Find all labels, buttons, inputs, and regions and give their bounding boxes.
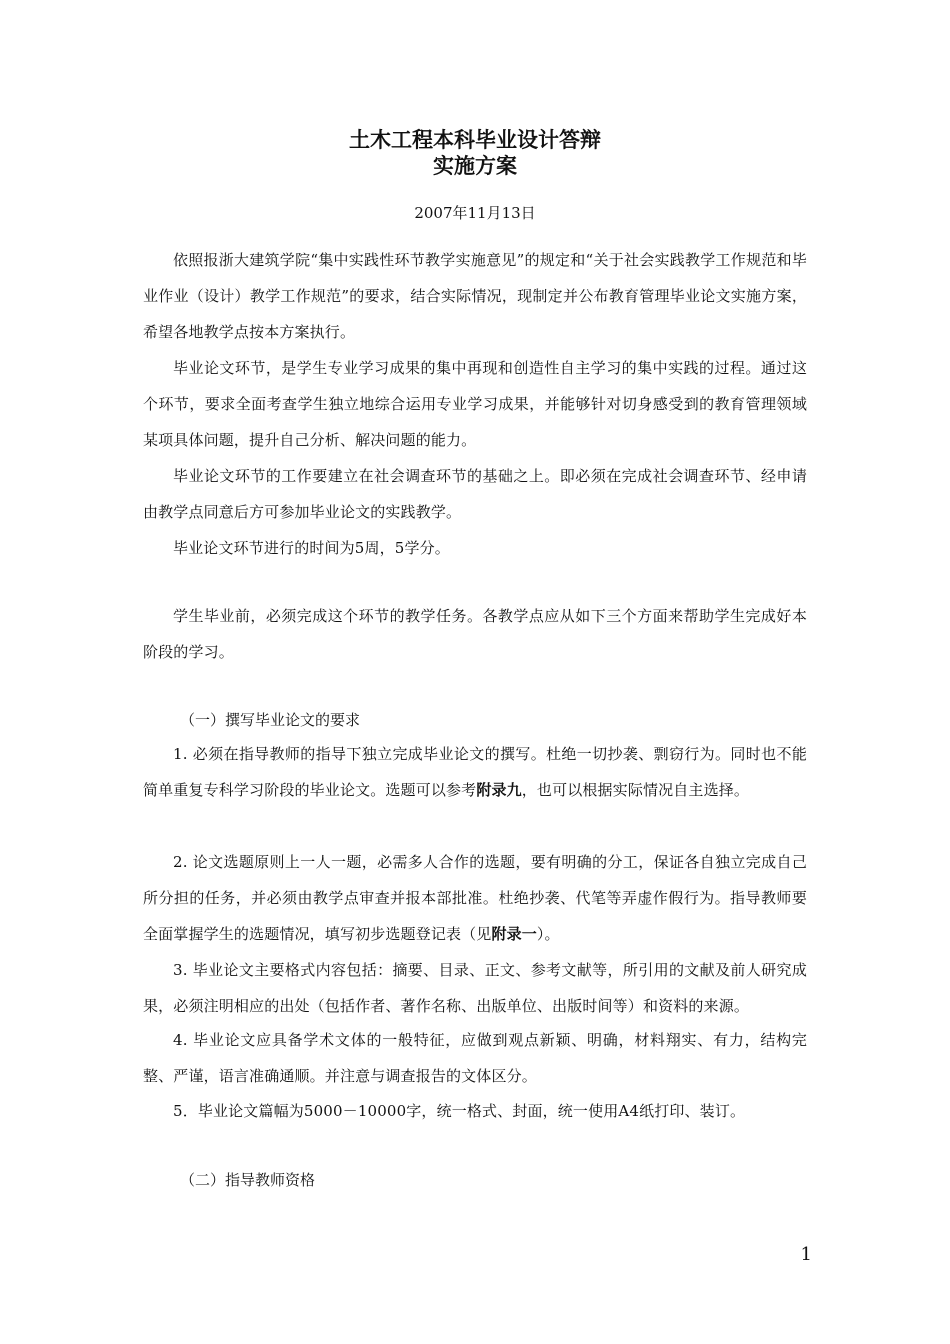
section-heading-advisor: （二）指导教师资格 <box>180 1171 316 1189</box>
requirement-item-2-text-end: ）。 <box>536 925 560 943</box>
paragraph-purpose: 毕业论文环节，是学生专业学习成果的集中再现和创造性自主学习的集中实践的过程。通过这个环节，要求全面考查学生独立地综合运用专业学习成果，并能够针对切身感受到的教育管理领域某项具体问题，提升自己分析、解决问题的能力。 <box>143 359 807 449</box>
section-heading-requirements: （一）撰写毕业论文的要求 <box>180 711 361 729</box>
requirement-item-1-text: 1. 必须在指导教师的指导下独立完成毕业论文的撰写。杜绝一切抄袭、剽窃行为。同时也不能简单重复专科学习阶段的毕业论文。选题可以参考 <box>143 745 807 799</box>
page-number: 1 <box>800 1244 812 1265</box>
requirement-item-3: 3. 毕业论文主要格式内容包括：摘要、目录、正文、参考文献等，所引用的文献及前人研究成果，必须注明相应的出处（包括作者、著作名称、出版单位、出版时间等）和资料的来源。 <box>143 961 807 1015</box>
appendix-1-link[interactable]: 附录一 <box>491 925 537 943</box>
appendix-9-link[interactable]: 附录九 <box>476 781 522 799</box>
requirement-item-4: 4. 毕业论文应具备学术文体的一般特征，应做到观点新颖、明确，材料翔实、有力，结构完整、严谨，语言准确通顺。并注意与调查报告的文体区分。 <box>143 1031 807 1085</box>
requirement-item-1-text-end: ，也可以根据实际情况自主选择。 <box>521 781 750 799</box>
document-subtitle: 实施方案 <box>433 154 517 178</box>
paragraph-intro: 依照报浙大建筑学院“集中实践性环节教学实施意见”的规定和“关于社会实践教学工作规范和毕业作业（设计）教学工作规范”的要求，结合实际情况，现制定并公布教育管理毕业论文实施方案，希望各地教学点按本方案执行。 <box>143 251 807 341</box>
document-title: 土木工程本科毕业设计答辩 <box>349 128 601 152</box>
document-date: 2007年11月13日 <box>414 204 536 222</box>
paragraph-task: 学生毕业前，必须完成这个环节的教学任务。各教学点应从如下三个方面来帮助学生完成好本阶段的学习。 <box>143 607 807 661</box>
requirement-item-2-text: 2. 论文选题原则上一人一题，必需多人合作的选题，要有明确的分工，保证各自独立完成自己所分担的任务，并必须由教学点审查并报本部批准。杜绝抄袭、代笔等弄虚作假行为。指导教师要全面掌握学生的选题情况，填写初步选题登记表（见 <box>143 853 807 943</box>
requirement-item-1 <box>143 736 807 808</box>
paragraph-duration: 毕业论文环节进行的时间为5周，5学分。 <box>173 539 450 557</box>
requirement-item-2 <box>143 844 807 952</box>
requirement-item-5: 5．毕业论文篇幅为5000－10000字，统一格式、封面，统一使用A4纸打印、装订。 <box>173 1102 746 1120</box>
paragraph-prerequisite: 毕业论文环节的工作要建立在社会调查环节的基础之上。即必须在完成社会调查环节、经申请由教学点同意后方可参加毕业论文的实践教学。 <box>143 467 807 521</box>
